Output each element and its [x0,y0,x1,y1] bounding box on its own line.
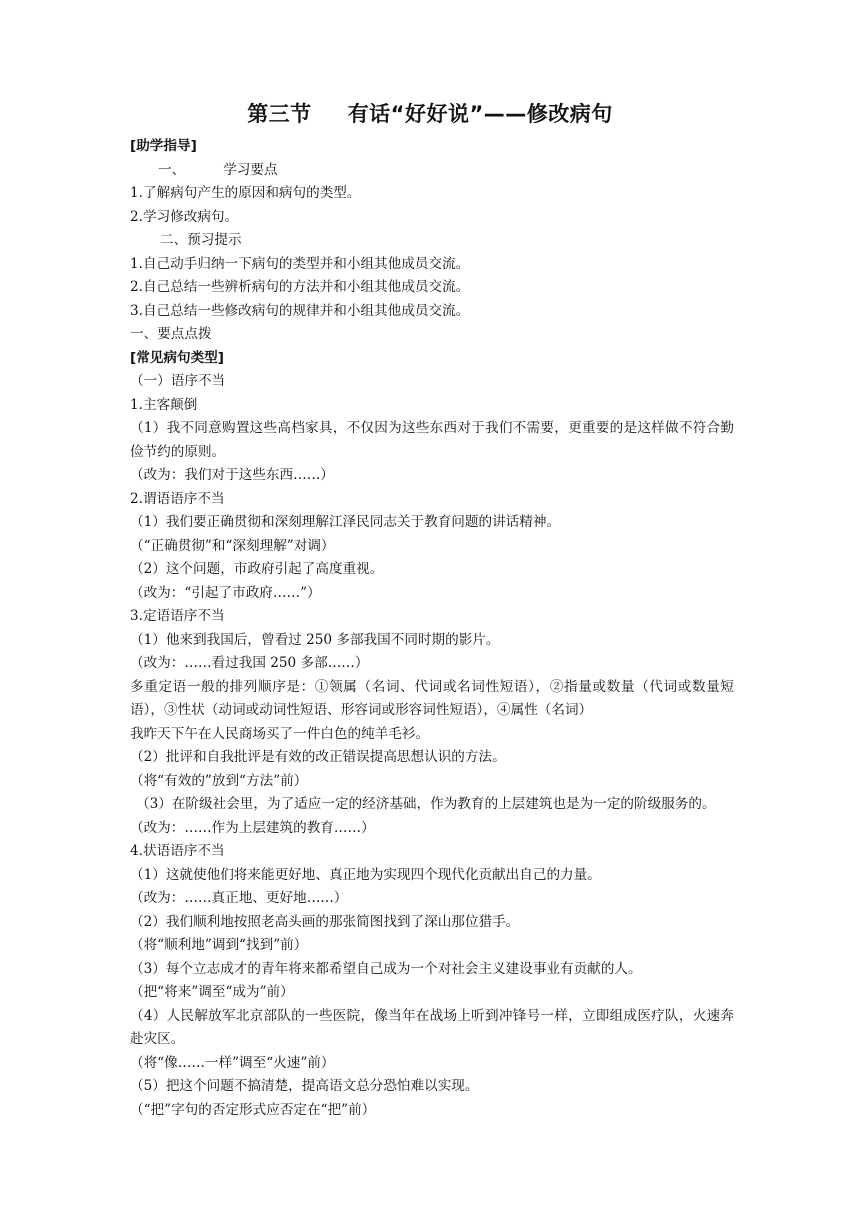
paragraph-line: （改为：我们对于这些东西……） [130,467,334,483]
heading-key-points: 一、要点点拨 [130,326,212,342]
paragraph-line: （4）人民解放军北京部队的一些医院，像当年在战场上听到冲锋号一样，立即组成医疗队，火速奔赴灾区。 [130,1007,734,1047]
paragraph-line: 2.自己总结一些辨析病句的方法并和小组其他成员交流。 [130,279,470,295]
paragraph-line: （改为：……作为上层建筑的教育……） [130,819,375,836]
heading-preview-tips: 二、预习提示 [160,232,242,248]
paragraph-line: （2）批评和自我批评是有效的改正错误提高思想认识的方法。 [130,749,506,765]
heading-word-order: （一）语序不当 [130,373,226,389]
paragraph-line: 2.学习修改病句。 [130,208,239,225]
paragraph-line: 多重定语一般的排列顺序是：①领属（名词、代词或名词性短语），②指量或数量（代词或数量短语），③性状（动词或动词性短语、形容词或形容词性短语），④属性（名词） [130,678,734,718]
heading-learning-points-text: 学习要点 [223,161,278,178]
paragraph-line: （“正确贯彻”和“深刻理解”对调） [130,537,335,554]
paragraph-line: （把“将来”调至“成为”前） [130,984,294,1000]
paragraph-line: （将“顺利地”调到“找到”前） [130,937,308,953]
paragraph-line: （2）这个问题，市政府引起了高度重视。 [130,561,384,577]
heading-subject-object: 1.主客颠倒 [130,396,198,413]
paragraph-line: 我昨天下午在人民商场买了一件白色的纯羊毛衫。 [130,725,430,742]
page-title [0,98,860,128]
heading-predicate-order: 2.谓语语序不当 [130,490,225,507]
heading-sentence-types: [常见病句类型] [130,349,224,366]
paragraph-line: （2）我们顺利地按照老高头画的那张简图找到了深山那位猎手。 [130,913,520,930]
paragraph-line: （1）他来到我国后，曾看过 250 多部我国不同时期的影片。 [130,631,500,648]
heading-attributive-order: 3.定语语序不当 [130,608,225,624]
outline-label: 一、 [158,161,186,178]
paragraph-line: （改为：……真正地、更好地……） [130,890,348,906]
paragraph-line: 1.自己动手归纳一下病句的类型并和小组其他成员交流。 [130,255,470,272]
heading-learning-points [130,159,734,183]
paragraph-line: （改为：……看过我国 250 多部……） [130,655,369,671]
title-section-name: 有话“好好说”——修改病句 [347,102,613,126]
heading-study-guide: [助学指导] [130,138,197,154]
paragraph-line: （改为：“引起了市政府……”） [130,584,321,601]
paragraph-line: （1）这就使他们将来能更好地、真正地为实现四个现代化贡献出自己的力量。 [130,866,601,883]
paragraph-line: 1.了解病句产生的原因和病句的类型。 [130,185,361,201]
paragraph-line: （3）每个立志成才的青年将来都希望自己成为一个对社会主义建设事业有贡献的人。 [130,960,642,977]
title-section-number: 第三节 [247,102,312,126]
paragraph-line: （将“像……一样”调至“火速”前） [130,1054,335,1071]
heading-adverbial-order: 4.状语语序不当 [130,843,225,859]
paragraph-line: （5）把这个问题不搞清楚，提高语文总分恐怕难以实现。 [130,1078,479,1094]
document-body [130,135,734,1122]
paragraph-line: （3）在阶级社会里，为了适应一定的经济基础，作为教育的上层建筑也是为一定的阶级服务的。 [136,796,716,812]
paragraph-line: 3.自己总结一些修改病句的规律并和小组其他成员交流。 [130,302,470,319]
paragraph-line: （“把”字句的否定形式应否定在“把”前） [130,1101,376,1118]
paragraph-line: （将“有效的”放到“方法”前） [130,772,308,789]
paragraph-line: （1）我们要正确贯彻和深刻理解江泽民同志关于教育问题的讲话精神。 [130,514,561,530]
paragraph-line: （1）我不同意购置这些高档家具，不仅因为这些东西对于我们不需要，更重要的是这样做不符合勤俭节约的原则。 [130,420,734,460]
